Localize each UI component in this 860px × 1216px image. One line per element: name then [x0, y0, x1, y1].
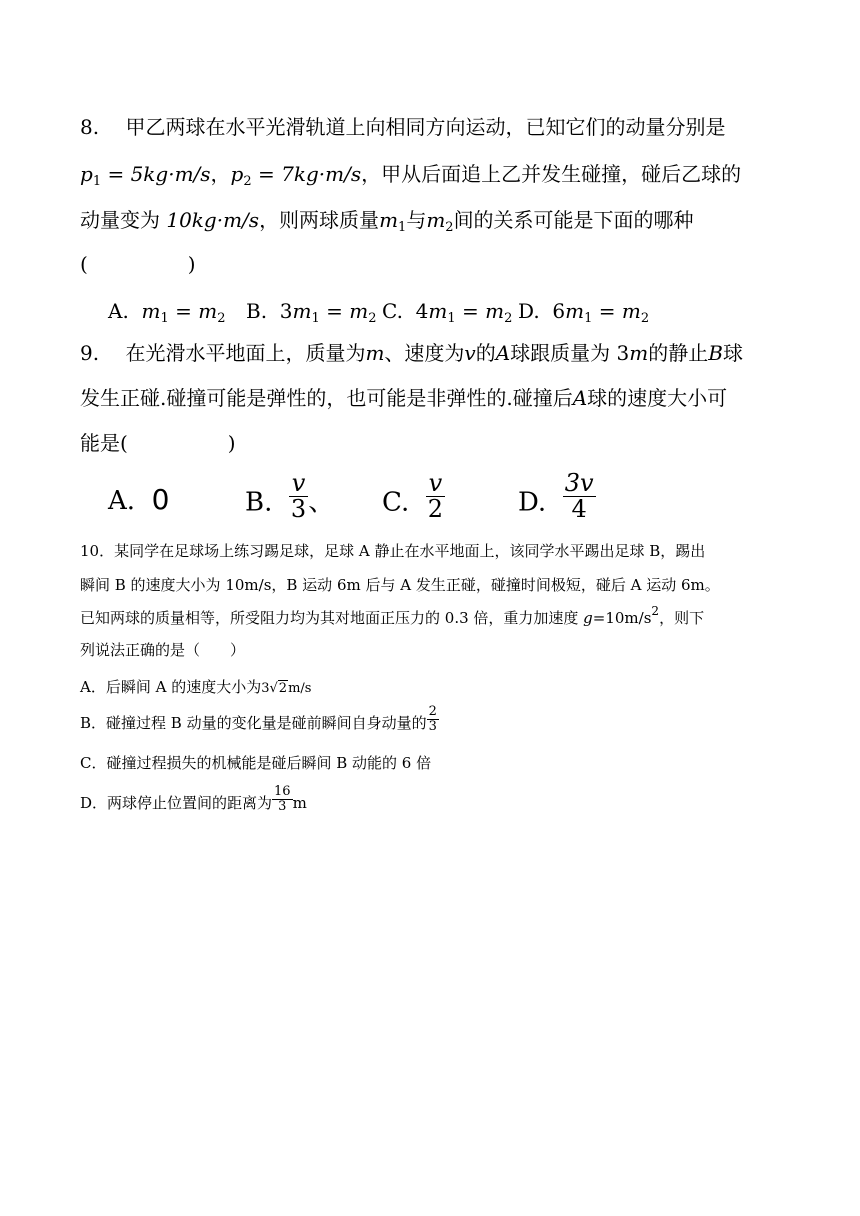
q10-option-b	[80, 703, 439, 734]
q8-option-d-sub1: 1	[584, 311, 593, 326]
q10-text-3c: ，则下	[659, 609, 705, 627]
q10-text-2: 瞬间 B 的速度大小为 10m/s，B 运动 6m 后与 A 发生正碰，碰撞时间极短，碰后 A 运动 6m。	[80, 576, 720, 594]
q9-option-a	[108, 485, 169, 516]
q8-m1: m	[379, 208, 399, 232]
q8-option-d-sub2: 2	[640, 311, 650, 326]
q10-text-3a: 已知两球的质量相等，所受阻力均为其对地面正压力的 0.3 倍，重力加速度	[80, 609, 584, 627]
q8-option-b-eq: =	[319, 299, 350, 323]
q9-option-d-den: 4	[571, 495, 587, 524]
q8-text-3b: ，则两球质量	[259, 208, 380, 232]
q9-option-d	[518, 469, 596, 524]
q9-option-a-label: A.	[108, 486, 136, 516]
q10-gravity-sup: 2	[651, 604, 660, 618]
q10-option-d-num: 16	[274, 783, 291, 799]
q8-text-2: ，甲从后面追上乙并发生碰撞，碰后乙球的	[361, 162, 742, 186]
q8-option-d-rhs: m	[621, 299, 641, 323]
q10-option-d-den: 3	[278, 798, 287, 814]
q9-ball-b: B	[708, 341, 723, 365]
q9-option-a-value: 0	[151, 483, 170, 516]
q8-option-b-rhs: m	[349, 299, 369, 323]
q8-option-a-sub2: 2	[217, 311, 226, 326]
q10-text-1: 10．某同学在足球场上练习踢足球，足球 A 静止在水平地面上，该同学水平踢出足球 B，踢出	[80, 542, 706, 560]
q8-comma: ，	[210, 162, 231, 186]
q10-option-b-fraction	[427, 705, 439, 733]
q10-option-b-text: B．碰撞过程 B 动量的变化量是碰前瞬间自身动量的	[80, 714, 427, 732]
q8-m2: m	[426, 208, 446, 232]
q8-p2-value: = 7kg·m/s	[251, 162, 362, 186]
q8-option-d-coef: 6	[552, 299, 566, 323]
q10-line-1	[80, 540, 705, 562]
q10-option-a	[80, 676, 311, 700]
q8-p2: p	[230, 162, 244, 186]
q9-option-d-label: D.	[518, 487, 547, 518]
q10-text-4: 列说法正确的是（ ）	[80, 641, 246, 659]
q8-option-c	[382, 298, 512, 324]
q9-option-c-label: C.	[382, 487, 410, 518]
q8-p1-value: = 5kg·m/s	[101, 162, 211, 186]
q8-line-1	[80, 114, 725, 140]
q10-option-a-text: A．后瞬间 A 的速度大小为	[80, 678, 262, 696]
q9-option-b-num: v	[289, 471, 308, 497]
q10-option-a-sqrt: √2	[269, 681, 288, 696]
q10-option-d-text: D．两球停止位置间的距离为	[80, 794, 273, 812]
q9-option-d-num: 3v	[564, 469, 594, 497]
q8-line-2	[80, 161, 741, 187]
q9-line-2	[80, 385, 727, 411]
q8-option-c-coef: 4	[415, 299, 429, 323]
q8-option-b-lhs: m	[292, 299, 312, 323]
q9-line-3	[80, 430, 236, 456]
q9-text-1c: 的	[475, 341, 496, 365]
q8-option-a-rhs: m	[198, 299, 218, 323]
q8-option-d-eq: =	[592, 299, 622, 323]
q8-option-d-label: D.	[518, 299, 540, 323]
q9-text-1b: 、速度为	[384, 341, 465, 365]
q8-blank: ( )	[80, 252, 196, 276]
q8-m1-sub: 1	[398, 220, 407, 235]
q10-gravity-symbol: g	[583, 609, 593, 627]
q9-ball-a-2: A	[572, 386, 588, 410]
q8-p1-sub: 1	[92, 174, 102, 189]
q9-option-c-fraction	[426, 471, 445, 522]
q10-gravity-value: =10m/s	[592, 609, 652, 627]
q8-text-3a: 动量变为	[80, 208, 167, 232]
q8-option-c-sub1: 1	[447, 311, 456, 326]
q8-option-a-eq: =	[168, 299, 199, 323]
q8-option-c-rhs: m	[485, 299, 505, 323]
q8-option-a-lhs: m	[141, 299, 161, 323]
q9-option-b-den: 3	[290, 495, 307, 524]
q9-option-c	[382, 469, 445, 524]
q9-option-b-tail: 、	[308, 487, 335, 518]
q8-option-b-sub2: 2	[368, 311, 377, 326]
q10-option-b-num: 2	[428, 703, 437, 719]
q8-option-b-coef: 3	[279, 299, 293, 323]
q8-p2-sub: 2	[243, 174, 252, 189]
q10-option-a-coef: 3	[261, 681, 270, 696]
q8-p1: p	[80, 162, 93, 186]
q9-line-1	[80, 340, 743, 366]
q9-text-1d: 球跟质量为 3	[510, 341, 630, 365]
q8-text-3d: 间的关系可能是下面的哪种	[453, 208, 694, 232]
q9-option-b-label: B.	[245, 487, 273, 518]
q10-option-a-unit: m/s	[288, 681, 312, 696]
q10-option-d-fraction	[272, 785, 293, 813]
q9-text-1e: 的静止	[648, 341, 709, 365]
q10-option-d-unit: m	[292, 794, 307, 812]
q8-option-c-label: C.	[382, 299, 403, 323]
q9-text-2b: 球的速度大小可	[587, 386, 728, 410]
q9-text-3: 能是( )	[80, 431, 236, 455]
q10-line-3	[80, 604, 705, 629]
q10-line-4	[80, 639, 245, 661]
q8-answer-blank	[80, 251, 196, 277]
q8-line-3	[80, 207, 694, 233]
q9-ball-a: A	[495, 341, 511, 365]
q10-line-2	[80, 574, 720, 596]
q9-option-b-fraction	[289, 471, 308, 522]
q10-option-d	[80, 783, 307, 814]
q9-option-d-fraction	[563, 471, 596, 522]
q8-option-b-label: B.	[246, 299, 268, 323]
q9-option-b	[245, 469, 335, 524]
q8-option-b-sub1: 1	[311, 311, 320, 326]
q9-option-c-den: 2	[427, 495, 444, 524]
q8-option-a-label: A.	[108, 299, 129, 323]
q8-option-b	[246, 298, 377, 324]
q8-option-a	[108, 298, 226, 324]
q9-text-1f: 球	[722, 341, 743, 365]
q8-option-c-lhs: m	[428, 299, 448, 323]
q9-text-2a: 发生正碰.碰撞可能是弹性的，也可能是非弹性的.碰撞后	[80, 386, 573, 410]
q10-option-c	[80, 752, 431, 774]
q9-mass-2: m	[629, 341, 649, 365]
q8-text-3c: 与	[406, 208, 427, 232]
q10-option-a-radicand: 2	[278, 681, 288, 696]
q10-option-b-den: 3	[428, 718, 437, 734]
q8-option-c-eq: =	[455, 299, 486, 323]
q10-option-c-text: C．碰撞过程损失的机械能是碰后瞬间 B 动能的 6 倍	[80, 754, 432, 772]
q8-option-d	[518, 298, 649, 324]
q9-text-1a: 9. 在光滑水平地面上，质量为	[80, 341, 366, 365]
q8-option-c-sub2: 2	[504, 311, 513, 326]
q8-text: 8. 甲乙两球在水平光滑轨道上向相同方向运动，已知它们的动量分别是	[80, 115, 726, 139]
q9-option-c-num: v	[426, 471, 445, 497]
q8-option-d-lhs: m	[565, 299, 585, 323]
q9-mass: m	[365, 341, 385, 365]
q8-momentum: 10kg·m/s	[166, 208, 260, 232]
q8-m2-sub: 2	[445, 220, 454, 235]
q8-option-a-sub1: 1	[160, 311, 169, 326]
q9-velocity: v	[464, 341, 476, 365]
